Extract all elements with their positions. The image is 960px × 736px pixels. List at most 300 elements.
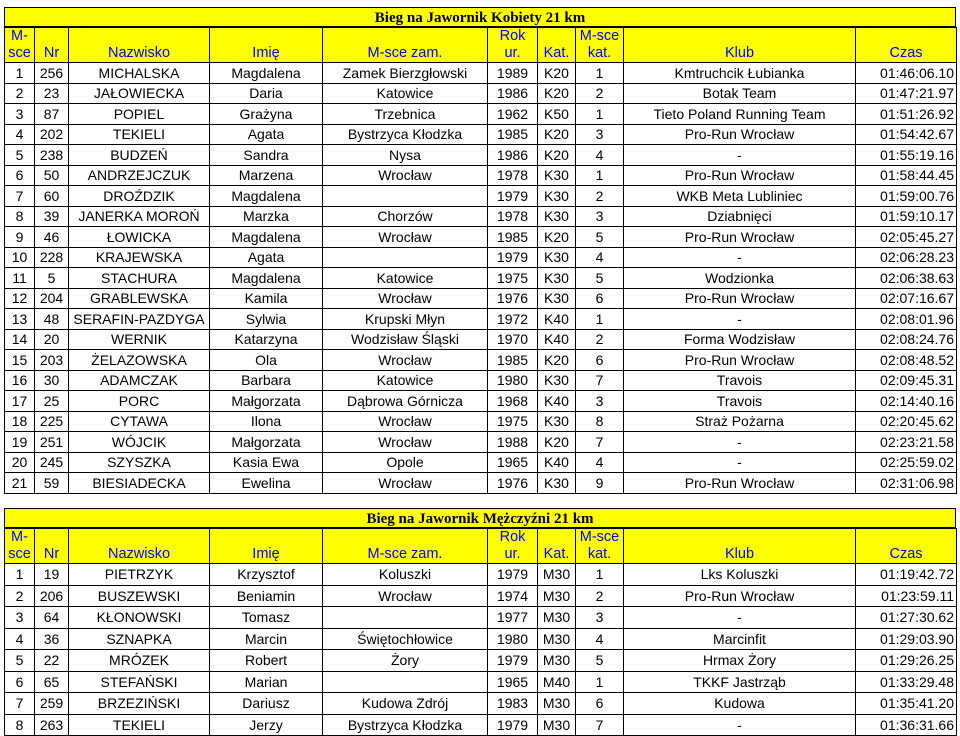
cell-place: 12 bbox=[5, 288, 35, 309]
cell-club: Kmtruchcik Łubianka bbox=[624, 63, 856, 84]
cell-club: Lks Koluszki bbox=[624, 564, 856, 586]
cell-category-place: 7 bbox=[576, 714, 624, 736]
cell-category-place: 4 bbox=[576, 628, 624, 650]
cell-year: 1975 bbox=[488, 411, 538, 432]
cell-club: - bbox=[624, 432, 856, 453]
cell-category: K40 bbox=[538, 329, 576, 350]
cell-category: K20 bbox=[538, 432, 576, 453]
cell-surname: MRÓZEK bbox=[69, 650, 210, 672]
cell-category: K30 bbox=[538, 473, 576, 494]
cell-nr: 64 bbox=[35, 607, 69, 629]
cell-time: 02:08:48.52 bbox=[856, 350, 957, 371]
cell-time: 02:23:21.58 bbox=[856, 432, 957, 453]
cell-year: 1979 bbox=[488, 564, 538, 586]
cell-year: 1979 bbox=[488, 247, 538, 268]
cell-name: Marian bbox=[210, 671, 323, 693]
cell-category-place: 1 bbox=[576, 564, 624, 586]
cell-year: 1980 bbox=[488, 628, 538, 650]
cell-nr: 23 bbox=[35, 83, 69, 104]
cell-club: Kudowa bbox=[624, 693, 856, 715]
cell-name: Beniamin bbox=[210, 585, 323, 607]
cell-time: 01:54:42.67 bbox=[856, 124, 957, 145]
cell-surname: STACHURA bbox=[69, 268, 210, 289]
cell-city: Krupski Młyn bbox=[323, 309, 488, 330]
cell-nr: 87 bbox=[35, 104, 69, 125]
table-row bbox=[5, 564, 957, 586]
cell-place: 7 bbox=[5, 186, 35, 207]
cell-time: 01:19:42.72 bbox=[856, 564, 957, 586]
cell-category: M30 bbox=[538, 564, 576, 586]
cell-category-place: 4 bbox=[576, 145, 624, 166]
cell-name: Ola bbox=[210, 350, 323, 371]
cell-club: Pro-Run Wrocław bbox=[624, 350, 856, 371]
men-table-header bbox=[5, 529, 957, 564]
cell-nr: 238 bbox=[35, 145, 69, 166]
cell-category: K40 bbox=[538, 452, 576, 473]
cell-name: Marzena bbox=[210, 165, 323, 186]
cell-name: Robert bbox=[210, 650, 323, 672]
cell-city: Koluszki bbox=[323, 564, 488, 586]
cell-nr: 259 bbox=[35, 693, 69, 715]
cell-year: 1983 bbox=[488, 693, 538, 715]
cell-city: Kudowa Zdrój bbox=[323, 693, 488, 715]
cell-surname: JANERKA MOROŃ bbox=[69, 206, 210, 227]
header-cat-place-line1: M-sce bbox=[576, 529, 624, 547]
cell-nr: 65 bbox=[35, 671, 69, 693]
table-row bbox=[5, 124, 957, 145]
cell-city: Wodzisław Śląski bbox=[323, 329, 488, 350]
cell-nr: 206 bbox=[35, 585, 69, 607]
cell-city: Żory bbox=[323, 650, 488, 672]
cell-time: 01:33:29.48 bbox=[856, 671, 957, 693]
cell-surname: CYTAWA bbox=[69, 411, 210, 432]
cell-year: 1988 bbox=[488, 432, 538, 453]
cell-city: Wrocław bbox=[323, 350, 488, 371]
cell-time: 02:09:45.31 bbox=[856, 370, 957, 391]
cell-category-place: 4 bbox=[576, 247, 624, 268]
cell-category-place: 1 bbox=[576, 309, 624, 330]
cell-time: 02:25:59.02 bbox=[856, 452, 957, 473]
cell-nr: 22 bbox=[35, 650, 69, 672]
cell-city: Wrocław bbox=[323, 411, 488, 432]
cell-surname: ŁOWICKA bbox=[69, 227, 210, 248]
cell-city: Świętochłowice bbox=[323, 628, 488, 650]
cell-place: 13 bbox=[5, 309, 35, 330]
cell-category: K30 bbox=[538, 247, 576, 268]
cell-year: 1965 bbox=[488, 452, 538, 473]
table-row bbox=[5, 693, 957, 715]
cell-time: 02:06:38.63 bbox=[856, 268, 957, 289]
cell-name: Marcin bbox=[210, 628, 323, 650]
cell-city: Nysa bbox=[323, 145, 488, 166]
cell-time: 01:58:44.45 bbox=[856, 165, 957, 186]
table-row bbox=[5, 288, 957, 309]
cell-nr: 48 bbox=[35, 309, 69, 330]
cell-category-place: 9 bbox=[576, 473, 624, 494]
cell-year: 1986 bbox=[488, 83, 538, 104]
women-table-header bbox=[5, 28, 957, 63]
cell-nr: 25 bbox=[35, 391, 69, 412]
header-surname: Nazwisko bbox=[69, 45, 210, 63]
cell-category: K30 bbox=[538, 186, 576, 207]
cell-name: Magdalena bbox=[210, 227, 323, 248]
table-row bbox=[5, 370, 957, 391]
cell-place: 11 bbox=[5, 268, 35, 289]
cell-name: Agata bbox=[210, 247, 323, 268]
cell-place: 4 bbox=[5, 124, 35, 145]
cell-nr: 20 bbox=[35, 329, 69, 350]
table-row bbox=[5, 104, 957, 125]
cell-year: 1980 bbox=[488, 370, 538, 391]
cell-club: WKB Meta Lubliniec bbox=[624, 186, 856, 207]
cell-club: Marcinfit bbox=[624, 628, 856, 650]
cell-club: Wodzionka bbox=[624, 268, 856, 289]
cell-nr: 204 bbox=[35, 288, 69, 309]
cell-surname: SZYSZKA bbox=[69, 452, 210, 473]
cell-city: Dąbrowa Górnicza bbox=[323, 391, 488, 412]
cell-city: Wrocław bbox=[323, 165, 488, 186]
cell-category-place: 3 bbox=[576, 206, 624, 227]
cell-place: 17 bbox=[5, 391, 35, 412]
cell-city bbox=[323, 247, 488, 268]
cell-category: K20 bbox=[538, 63, 576, 84]
cell-name: Magdalena bbox=[210, 186, 323, 207]
cell-surname: MICHALSKA bbox=[69, 63, 210, 84]
cell-time: 02:08:24.76 bbox=[856, 329, 957, 350]
cell-surname: BRZEZIŃSKI bbox=[69, 693, 210, 715]
cell-city: Wrocław bbox=[323, 585, 488, 607]
cell-city: Wrocław bbox=[323, 473, 488, 494]
cell-category-place: 6 bbox=[576, 693, 624, 715]
cell-club: - bbox=[624, 607, 856, 629]
cell-category: K30 bbox=[538, 411, 576, 432]
cell-time: 01:55:19.16 bbox=[856, 145, 957, 166]
cell-city: Chorzów bbox=[323, 206, 488, 227]
cell-category: M30 bbox=[538, 585, 576, 607]
cell-place: 8 bbox=[5, 206, 35, 227]
cell-year: 1977 bbox=[488, 607, 538, 629]
cell-surname: BUSZEWSKI bbox=[69, 585, 210, 607]
cell-nr: 245 bbox=[35, 452, 69, 473]
cell-place: 10 bbox=[5, 247, 35, 268]
table-row bbox=[5, 165, 957, 186]
cell-club: Travois bbox=[624, 391, 856, 412]
cell-category-place: 8 bbox=[576, 411, 624, 432]
cell-category: M40 bbox=[538, 671, 576, 693]
cell-place: 2 bbox=[5, 83, 35, 104]
cell-name: Kamila bbox=[210, 288, 323, 309]
cell-name: Kasia Ewa bbox=[210, 452, 323, 473]
cell-time: 01:51:26.92 bbox=[856, 104, 957, 125]
cell-time: 01:29:26.25 bbox=[856, 650, 957, 672]
cell-club: Botak Team bbox=[624, 83, 856, 104]
cell-nr: 59 bbox=[35, 473, 69, 494]
table-row bbox=[5, 309, 957, 330]
cell-time: 02:14:40.16 bbox=[856, 391, 957, 412]
cell-place: 1 bbox=[5, 63, 35, 84]
header-year-line2: ur. bbox=[488, 546, 538, 564]
cell-time: 02:31:06.98 bbox=[856, 473, 957, 494]
table-row bbox=[5, 268, 957, 289]
cell-surname: BIESIADECKA bbox=[69, 473, 210, 494]
cell-name: Grażyna bbox=[210, 104, 323, 125]
table-row bbox=[5, 350, 957, 371]
cell-time: 01:29:03.90 bbox=[856, 628, 957, 650]
cell-surname: GRABLEWSKA bbox=[69, 288, 210, 309]
cell-year: 1975 bbox=[488, 268, 538, 289]
table-row bbox=[5, 83, 957, 104]
cell-category-place: 1 bbox=[576, 671, 624, 693]
table-row bbox=[5, 391, 957, 412]
cell-category: M30 bbox=[538, 650, 576, 672]
header-time: Czas bbox=[856, 45, 957, 63]
cell-year: 1979 bbox=[488, 650, 538, 672]
cell-place: 8 bbox=[5, 714, 35, 736]
cell-place: 9 bbox=[5, 227, 35, 248]
cell-category: K20 bbox=[538, 227, 576, 248]
cell-name: Marzka bbox=[210, 206, 323, 227]
cell-category-place: 6 bbox=[576, 288, 624, 309]
cell-place: 6 bbox=[5, 671, 35, 693]
cell-time: 01:59:00.76 bbox=[856, 186, 957, 207]
cell-club: Pro-Run Wrocław bbox=[624, 288, 856, 309]
men-race-title: Bieg na Jawornik Mężczyźni 21 km bbox=[4, 508, 956, 528]
cell-nr: 19 bbox=[35, 564, 69, 586]
cell-nr: 60 bbox=[35, 186, 69, 207]
women-results-section bbox=[4, 7, 956, 494]
table-row bbox=[5, 227, 957, 248]
cell-category: K30 bbox=[538, 370, 576, 391]
cell-category-place: 3 bbox=[576, 607, 624, 629]
header-cat-place-line2: kat. bbox=[576, 45, 624, 63]
cell-place: 3 bbox=[5, 607, 35, 629]
cell-club: Forma Wodzisław bbox=[624, 329, 856, 350]
table-row bbox=[5, 247, 957, 268]
cell-place: 16 bbox=[5, 370, 35, 391]
cell-year: 1972 bbox=[488, 309, 538, 330]
header-club: Klub bbox=[624, 45, 856, 63]
cell-category: K30 bbox=[538, 206, 576, 227]
cell-surname: TEKIELI bbox=[69, 124, 210, 145]
cell-category-place: 3 bbox=[576, 124, 624, 145]
cell-club: Straż Pożarna bbox=[624, 411, 856, 432]
cell-category: M30 bbox=[538, 714, 576, 736]
table-row bbox=[5, 329, 957, 350]
header-time: Czas bbox=[856, 546, 957, 564]
cell-time: 02:05:45.27 bbox=[856, 227, 957, 248]
cell-year: 1989 bbox=[488, 63, 538, 84]
cell-club: - bbox=[624, 145, 856, 166]
cell-category-place: 1 bbox=[576, 104, 624, 125]
cell-club: Pro-Run Wrocław bbox=[624, 227, 856, 248]
cell-name: Dariusz bbox=[210, 693, 323, 715]
table-row bbox=[5, 452, 957, 473]
cell-nr: 46 bbox=[35, 227, 69, 248]
cell-year: 1978 bbox=[488, 165, 538, 186]
cell-time: 01:46:06.10 bbox=[856, 63, 957, 84]
cell-name: Jerzy bbox=[210, 714, 323, 736]
cell-nr: 256 bbox=[35, 63, 69, 84]
cell-category-place: 6 bbox=[576, 350, 624, 371]
cell-name: Magdalena bbox=[210, 268, 323, 289]
cell-category: K20 bbox=[538, 83, 576, 104]
cell-nr: 263 bbox=[35, 714, 69, 736]
header-place-line2: sce bbox=[5, 45, 35, 63]
cell-category: K20 bbox=[538, 124, 576, 145]
cell-year: 1970 bbox=[488, 329, 538, 350]
header-nr: Nr bbox=[35, 45, 69, 63]
header-category: Kat. bbox=[538, 45, 576, 63]
cell-category-place: 7 bbox=[576, 432, 624, 453]
cell-nr: 228 bbox=[35, 247, 69, 268]
cell-category-place: 1 bbox=[576, 63, 624, 84]
cell-category: K30 bbox=[538, 268, 576, 289]
table-row bbox=[5, 63, 957, 84]
men-results-table bbox=[4, 528, 957, 736]
cell-category-place: 5 bbox=[576, 650, 624, 672]
cell-name: Katarzyna bbox=[210, 329, 323, 350]
cell-category: K30 bbox=[538, 165, 576, 186]
cell-club: - bbox=[624, 452, 856, 473]
header-city: M-sce zam. bbox=[323, 45, 488, 63]
cell-place: 15 bbox=[5, 350, 35, 371]
cell-nr: 202 bbox=[35, 124, 69, 145]
cell-club: - bbox=[624, 247, 856, 268]
cell-place: 5 bbox=[5, 145, 35, 166]
cell-year: 1979 bbox=[488, 186, 538, 207]
cell-year: 1979 bbox=[488, 714, 538, 736]
cell-place: 20 bbox=[5, 452, 35, 473]
table-row bbox=[5, 473, 957, 494]
cell-surname: ANDRZEJCZUK bbox=[69, 165, 210, 186]
table-row bbox=[5, 585, 957, 607]
cell-year: 1968 bbox=[488, 391, 538, 412]
cell-place: 18 bbox=[5, 411, 35, 432]
header-year-line1: Rok bbox=[488, 28, 538, 46]
cell-city: Wrocław bbox=[323, 432, 488, 453]
header-category: Kat. bbox=[538, 546, 576, 564]
cell-category-place: 7 bbox=[576, 370, 624, 391]
table-row bbox=[5, 411, 957, 432]
cell-time: 02:20:45.62 bbox=[856, 411, 957, 432]
cell-nr: 30 bbox=[35, 370, 69, 391]
header-year-line1: Rok bbox=[488, 529, 538, 547]
cell-time: 02:08:01.96 bbox=[856, 309, 957, 330]
cell-surname: ŻELAZOWSKA bbox=[69, 350, 210, 371]
cell-city: Opole bbox=[323, 452, 488, 473]
cell-city bbox=[323, 186, 488, 207]
cell-city: Katowice bbox=[323, 268, 488, 289]
cell-nr: 36 bbox=[35, 628, 69, 650]
cell-surname: DROŹDZIK bbox=[69, 186, 210, 207]
cell-category-place: 2 bbox=[576, 329, 624, 350]
header-name: Imię bbox=[210, 45, 323, 63]
cell-category: K20 bbox=[538, 350, 576, 371]
cell-place: 7 bbox=[5, 693, 35, 715]
cell-city: Bystrzyca Kłodzka bbox=[323, 124, 488, 145]
cell-club: TKKF Jastrząb bbox=[624, 671, 856, 693]
cell-city: Bystrzyca Kłodzka bbox=[323, 714, 488, 736]
cell-city: Katowice bbox=[323, 370, 488, 391]
cell-city: Zamek Bierzgłowski bbox=[323, 63, 488, 84]
cell-name: Krzysztof bbox=[210, 564, 323, 586]
cell-name: Ewelina bbox=[210, 473, 323, 494]
cell-club: Tieto Poland Running Team bbox=[624, 104, 856, 125]
cell-place: 21 bbox=[5, 473, 35, 494]
cell-year: 1978 bbox=[488, 206, 538, 227]
cell-surname: SERAFIN-PAZDYGA bbox=[69, 309, 210, 330]
header-club: Klub bbox=[624, 546, 856, 564]
cell-surname: TEKIELI bbox=[69, 714, 210, 736]
cell-category-place: 2 bbox=[576, 585, 624, 607]
table-row bbox=[5, 607, 957, 629]
cell-category: M30 bbox=[538, 628, 576, 650]
cell-nr: 39 bbox=[35, 206, 69, 227]
table-row bbox=[5, 432, 957, 453]
cell-nr: 225 bbox=[35, 411, 69, 432]
cell-category-place: 4 bbox=[576, 452, 624, 473]
women-race-title: Bieg na Jawornik Kobiety 21 km bbox=[4, 7, 956, 27]
cell-place: 3 bbox=[5, 104, 35, 125]
cell-club: Pro-Run Wrocław bbox=[624, 124, 856, 145]
cell-year: 1985 bbox=[488, 124, 538, 145]
cell-category: K20 bbox=[538, 145, 576, 166]
cell-time: 01:36:31.66 bbox=[856, 714, 957, 736]
cell-nr: 50 bbox=[35, 165, 69, 186]
cell-name: Sylwia bbox=[210, 309, 323, 330]
cell-category: M30 bbox=[538, 693, 576, 715]
header-name: Imię bbox=[210, 546, 323, 564]
cell-time: 01:27:30.62 bbox=[856, 607, 957, 629]
cell-year: 1986 bbox=[488, 145, 538, 166]
cell-surname: SZNAPKA bbox=[69, 628, 210, 650]
cell-club: - bbox=[624, 309, 856, 330]
cell-category: K50 bbox=[538, 104, 576, 125]
cell-club: Dziabnięci bbox=[624, 206, 856, 227]
cell-year: 1962 bbox=[488, 104, 538, 125]
cell-club: Travois bbox=[624, 370, 856, 391]
cell-name: Sandra bbox=[210, 145, 323, 166]
cell-surname: WERNIK bbox=[69, 329, 210, 350]
cell-year: 1965 bbox=[488, 671, 538, 693]
cell-surname: ADAMCZAK bbox=[69, 370, 210, 391]
cell-category-place: 2 bbox=[576, 186, 624, 207]
cell-year: 1985 bbox=[488, 227, 538, 248]
cell-name: Tomasz bbox=[210, 607, 323, 629]
cell-club: - bbox=[624, 714, 856, 736]
cell-place: 2 bbox=[5, 585, 35, 607]
header-cat-place-line2: kat. bbox=[576, 546, 624, 564]
table-row bbox=[5, 628, 957, 650]
cell-nr: 251 bbox=[35, 432, 69, 453]
cell-name: Magdalena bbox=[210, 63, 323, 84]
cell-surname: BUDZEŃ bbox=[69, 145, 210, 166]
cell-place: 6 bbox=[5, 165, 35, 186]
cell-surname: POPIEL bbox=[69, 104, 210, 125]
cell-place: 1 bbox=[5, 564, 35, 586]
cell-club: Pro-Run Wrocław bbox=[624, 473, 856, 494]
table-row bbox=[5, 671, 957, 693]
women-results-table bbox=[4, 27, 957, 494]
cell-name: Ilona bbox=[210, 411, 323, 432]
cell-time: 01:47:21.97 bbox=[856, 83, 957, 104]
cell-city: Trzebnica bbox=[323, 104, 488, 125]
cell-surname: JAŁOWIECKA bbox=[69, 83, 210, 104]
cell-place: 5 bbox=[5, 650, 35, 672]
cell-category: K40 bbox=[538, 391, 576, 412]
table-row bbox=[5, 650, 957, 672]
cell-place: 14 bbox=[5, 329, 35, 350]
